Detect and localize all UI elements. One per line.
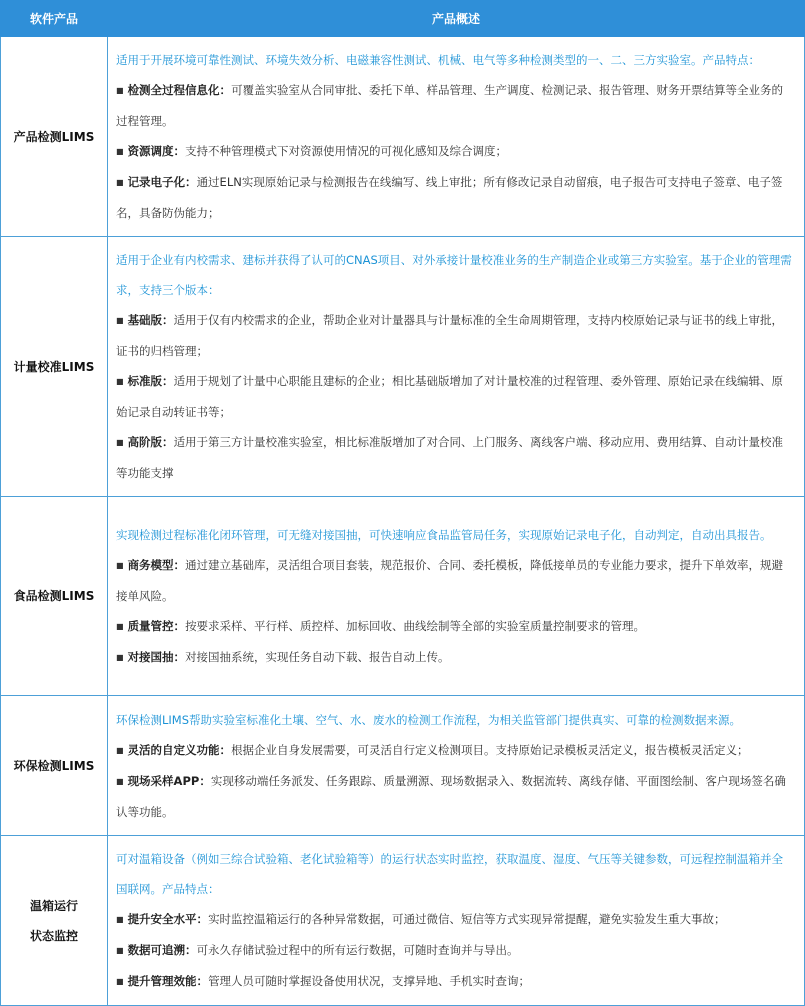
product-intro: 环保检测LIMS帮助实验室标准化土壤、空气、水、废水的检测工作流程，为相关监管部门提供真实、可靠的检测数据来源。 <box>116 712 742 727</box>
table-row <box>1 237 805 497</box>
feature-text: 对接国抽系统，实现任务自动下载、报告自动上传。 <box>185 649 450 664</box>
square-bullet-icon: ■ <box>116 438 124 447</box>
square-bullet-icon: ■ <box>116 915 124 924</box>
feature-text: 可覆盖实验室从合同审批、委托下单、样品管理、生产调度、检测记录、报告管理、财务开票结算等全业务的过程管理。 <box>116 83 784 128</box>
product-intro: 适用于企业有内校需求、建标并获得了认可的CNAS项目、对外承接计量校准业务的生产制造企业或第三方实验室。基于企业的管理需求，支持三个版本： <box>116 253 792 297</box>
feature-item <box>116 136 792 167</box>
square-bullet-icon: ■ <box>116 377 124 386</box>
product-intro: 适用于开展环境可靠性测试、环境失效分析、电磁兼容性测试、机械、电气等多种检测类型的一、二、三方实验室。产品特点： <box>116 53 760 67</box>
feature-text: 适用于规划了计量中心职能且建标的企业；相比基础版增加了对计量校准的过程管理、委外管理、原始记录在线编辑、原始记录自动转证书等； <box>116 374 784 419</box>
square-bullet-icon: ■ <box>116 560 124 570</box>
feature-item <box>116 550 792 611</box>
product-description <box>108 836 805 1006</box>
feature-title: 提升安全水平： <box>127 912 209 926</box>
feature-text: 适用于第三方计量校准实验室，相比标准版增加了对合同、上门服务、离线客户端、移动应用、费用结算、自动计量校准等功能支撑 <box>116 435 784 480</box>
feature-item <box>116 167 792 228</box>
table-row <box>1 497 805 696</box>
table-row <box>1 696 805 836</box>
product-description <box>108 237 805 497</box>
table-header-row <box>1 1 805 37</box>
product-name-line: 温箱运行 <box>29 898 78 913</box>
feature-item <box>116 366 792 427</box>
feature-item <box>116 766 792 827</box>
feature-text: 通过建立基础库，灵活组合项目套装，规范报价、合同、委托模板，降低接单员的专业能力要求，提升下单效率，规避接单风险。 <box>116 557 784 603</box>
square-bullet-icon: ■ <box>116 977 124 986</box>
square-bullet-icon: ■ <box>116 776 124 786</box>
square-bullet-icon: ■ <box>116 652 124 662</box>
feature-title: 资源调度： <box>127 144 186 158</box>
feature-text: 适用于仅有内校需求的企业，帮助企业对计量器具与计量标准的全生命周期管理，支持内校原始记录与证书的线上审批，证书的归档管理； <box>116 313 784 358</box>
header-software-product: 软件产品 <box>1 1 108 37</box>
square-bullet-icon: ■ <box>116 946 124 955</box>
feature-title: 数据可追溯： <box>127 943 197 957</box>
product-intro: 可对温箱设备（例如三综合试验箱、老化试验箱等）的运行状态实时监控，获取温度、湿度、气压等关键参数，可远程控制温箱并全国联网。产品特点： <box>116 852 783 896</box>
product-description <box>108 696 805 836</box>
feature-text: 实现移动端任务派发、任务跟踪、质量溯源、现场数据录入、数据流转、离线存储、平面图绘制、客户现场签名确认等功能。 <box>116 773 786 819</box>
feature-item <box>116 427 792 488</box>
feature-title: 检测全过程信息化： <box>127 83 232 97</box>
feature-text: 管理人员可随时掌握设备使用状况，支撑异地、手机实时查询； <box>208 974 531 988</box>
product-name-line: 状态监控 <box>29 928 78 943</box>
feature-text: 根据企业自身发展需要，可灵活自行定义检测项目。支持原始记录模板灵活定义，报告模板灵活定义； <box>231 742 749 757</box>
product-name <box>1 836 108 1006</box>
square-bullet-icon: ■ <box>116 86 124 95</box>
feature-text: 支持不种管理模式下对资源使用情况的可视化感知及综合调度； <box>185 144 508 158</box>
product-name: 环保检测LIMS <box>1 696 108 836</box>
feature-item <box>116 966 792 997</box>
feature-item <box>116 935 792 966</box>
square-bullet-icon: ■ <box>116 147 124 156</box>
product-description <box>108 37 805 237</box>
square-bullet-icon: ■ <box>116 316 124 325</box>
feature-text: 通过ELN实现原始记录与检测报告在线编写、线上审批；所有修改记录自动留痕，电子报告可支持电子签章、电子签名，具备防伪能力； <box>116 175 783 220</box>
feature-title: 标准版： <box>127 374 174 388</box>
feature-title: 提升管理效能： <box>127 974 209 988</box>
feature-text: 实时监控温箱运行的各种异常数据，可通过微信、短信等方式实现异常提醒，避免实验发生重大事故； <box>208 912 726 926</box>
header-product-overview: 产品概述 <box>108 1 805 37</box>
table-row <box>1 836 805 1006</box>
product-name: 产品检测LIMS <box>1 37 108 237</box>
feature-title: 灵活的自定义功能： <box>127 742 232 757</box>
feature-text: 可永久存储试验过程中的所有运行数据，可随时查询并与导出。 <box>196 943 519 957</box>
feature-item <box>116 735 792 766</box>
feature-title: 商务模型： <box>127 557 186 572</box>
feature-item <box>116 904 792 935</box>
feature-title: 基础版： <box>127 313 174 327</box>
feature-title: 对接国抽： <box>127 649 186 664</box>
feature-title: 质量管控： <box>127 618 186 633</box>
feature-title: 高阶版： <box>127 435 174 449</box>
product-name: 食品检测LIMS <box>1 497 108 696</box>
feature-item <box>116 75 792 136</box>
product-name: 计量校准LIMS <box>1 237 108 497</box>
product-intro: 实现检测过程标准化闭环管理，可无缝对接国抽，可快速响应食品监管局任务，实现原始记录电子化，自动判定，自动出具报告。 <box>116 527 772 542</box>
feature-title: 记录电子化： <box>127 175 197 189</box>
product-description <box>108 497 805 696</box>
table-row <box>1 37 805 237</box>
feature-title: 现场采样APP： <box>127 773 211 788</box>
feature-item <box>116 642 792 673</box>
feature-item <box>116 611 792 642</box>
square-bullet-icon: ■ <box>116 745 124 755</box>
feature-item <box>116 305 792 366</box>
square-bullet-icon: ■ <box>116 621 124 631</box>
feature-text: 按要求采样、平行样、质控样、加标回收、曲线绘制等全部的实验室质量控制要求的管理。 <box>185 618 646 633</box>
square-bullet-icon: ■ <box>116 178 124 187</box>
